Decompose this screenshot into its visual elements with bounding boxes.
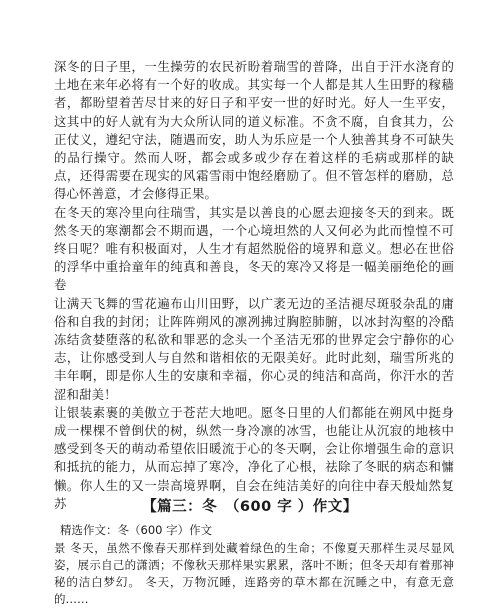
paragraph-2: 在冬天的寒冷里向往瑞雪，其实是以善良的心愿去迎接冬天的到来。既然冬天的寒潮都会不期而遇，一个心境坦然的人又何必为此而惶惶不可终日呢？唯有积极面对，人生才有超然脱俗的境界和意义。想必在世俗的浮华中重拾童年的纯真和善良，冬天的寒冷又将是一幅美丽绝伦的画卷 [54, 204, 454, 293]
paragraph-3: 让满天飞舞的雪花遍布山川田野，以广袤无边的圣洁褪尽斑驳杂乱的庸俗和自我的封闭；让阵阵朔风的凛冽拂过胸腔肺腑，以冰封沟壑的冷酷冻结贪婪堕落的私欲和罪恶的念头一个圣洁无邪的世界定会宁静你的心志，让你感受到人与自然和谐相依的无限美好。此时此刻，瑞雪所兆的丰年啊，即是你人生的安康和幸福，你心灵的纯洁和高尚，你汗水的苦涩和甜美！ [54, 295, 454, 402]
section-heading: 【篇三：冬 （600 字 ）作文】 [142, 499, 358, 515]
paragraph-4: 让银装素裹的美傲立于苍茫大地吧。愿冬日里的人们都能在朔风中挺身成一棵棵不曾倒伏的树，纵然一身冷凛的冰雪，也能让从沉寂的地核中感受到冬天的萌动希望依旧暖流于心的冬天啊，会让你增强生命的意识和抵抗的能力，从而忘掉了寒冷，净化了心根，祛除了冬眠的病态和慵懒。你人生的又一崇高境界啊，自会在纯洁美好的向往中春天般灿然复苏 [54, 404, 454, 511]
paragraph-1: 深冬的日子里，一生操劳的农民祈盼着瑞雪的普降，出自于汗水浇育的土地在来年必将有一个好的收成。其实每一个人都是其人生田野的稼穑者，都盼望着苦尽甘来的好日子和平安一世的好时光。好人一生平安，这其中的好人就有为大众所认同的道义标准。不贪不腐，自食其力，公正仗义，遵纪守法，随遇而安，助人为乐应是一个人独善其身不可缺失的品行操守。然而人呀，都会或多或少存在着这样的毛病或那样的缺点，还得需要在现实的风霜雪雨中饱经磨励了。但不管怎样的磨励，总得心怀善意，才会修得正果。 [54, 59, 454, 202]
essay-subtitle: 精选作文：冬（600 字）作文 [60, 523, 213, 537]
article-body [54, 58, 454, 513]
essay-text: 景 冬天，虽然不像春天那样到处藏着绿色的生命；不像夏天那样生灵尽显风姿，展示自己的潇洒；不像秋天那样果实累累，落叶不断；但冬天却有着那神秘的洁白梦幻。 冬天，万物沉睡，连路旁的草木都在沉睡之中，有意无意的…… [54, 541, 454, 606]
